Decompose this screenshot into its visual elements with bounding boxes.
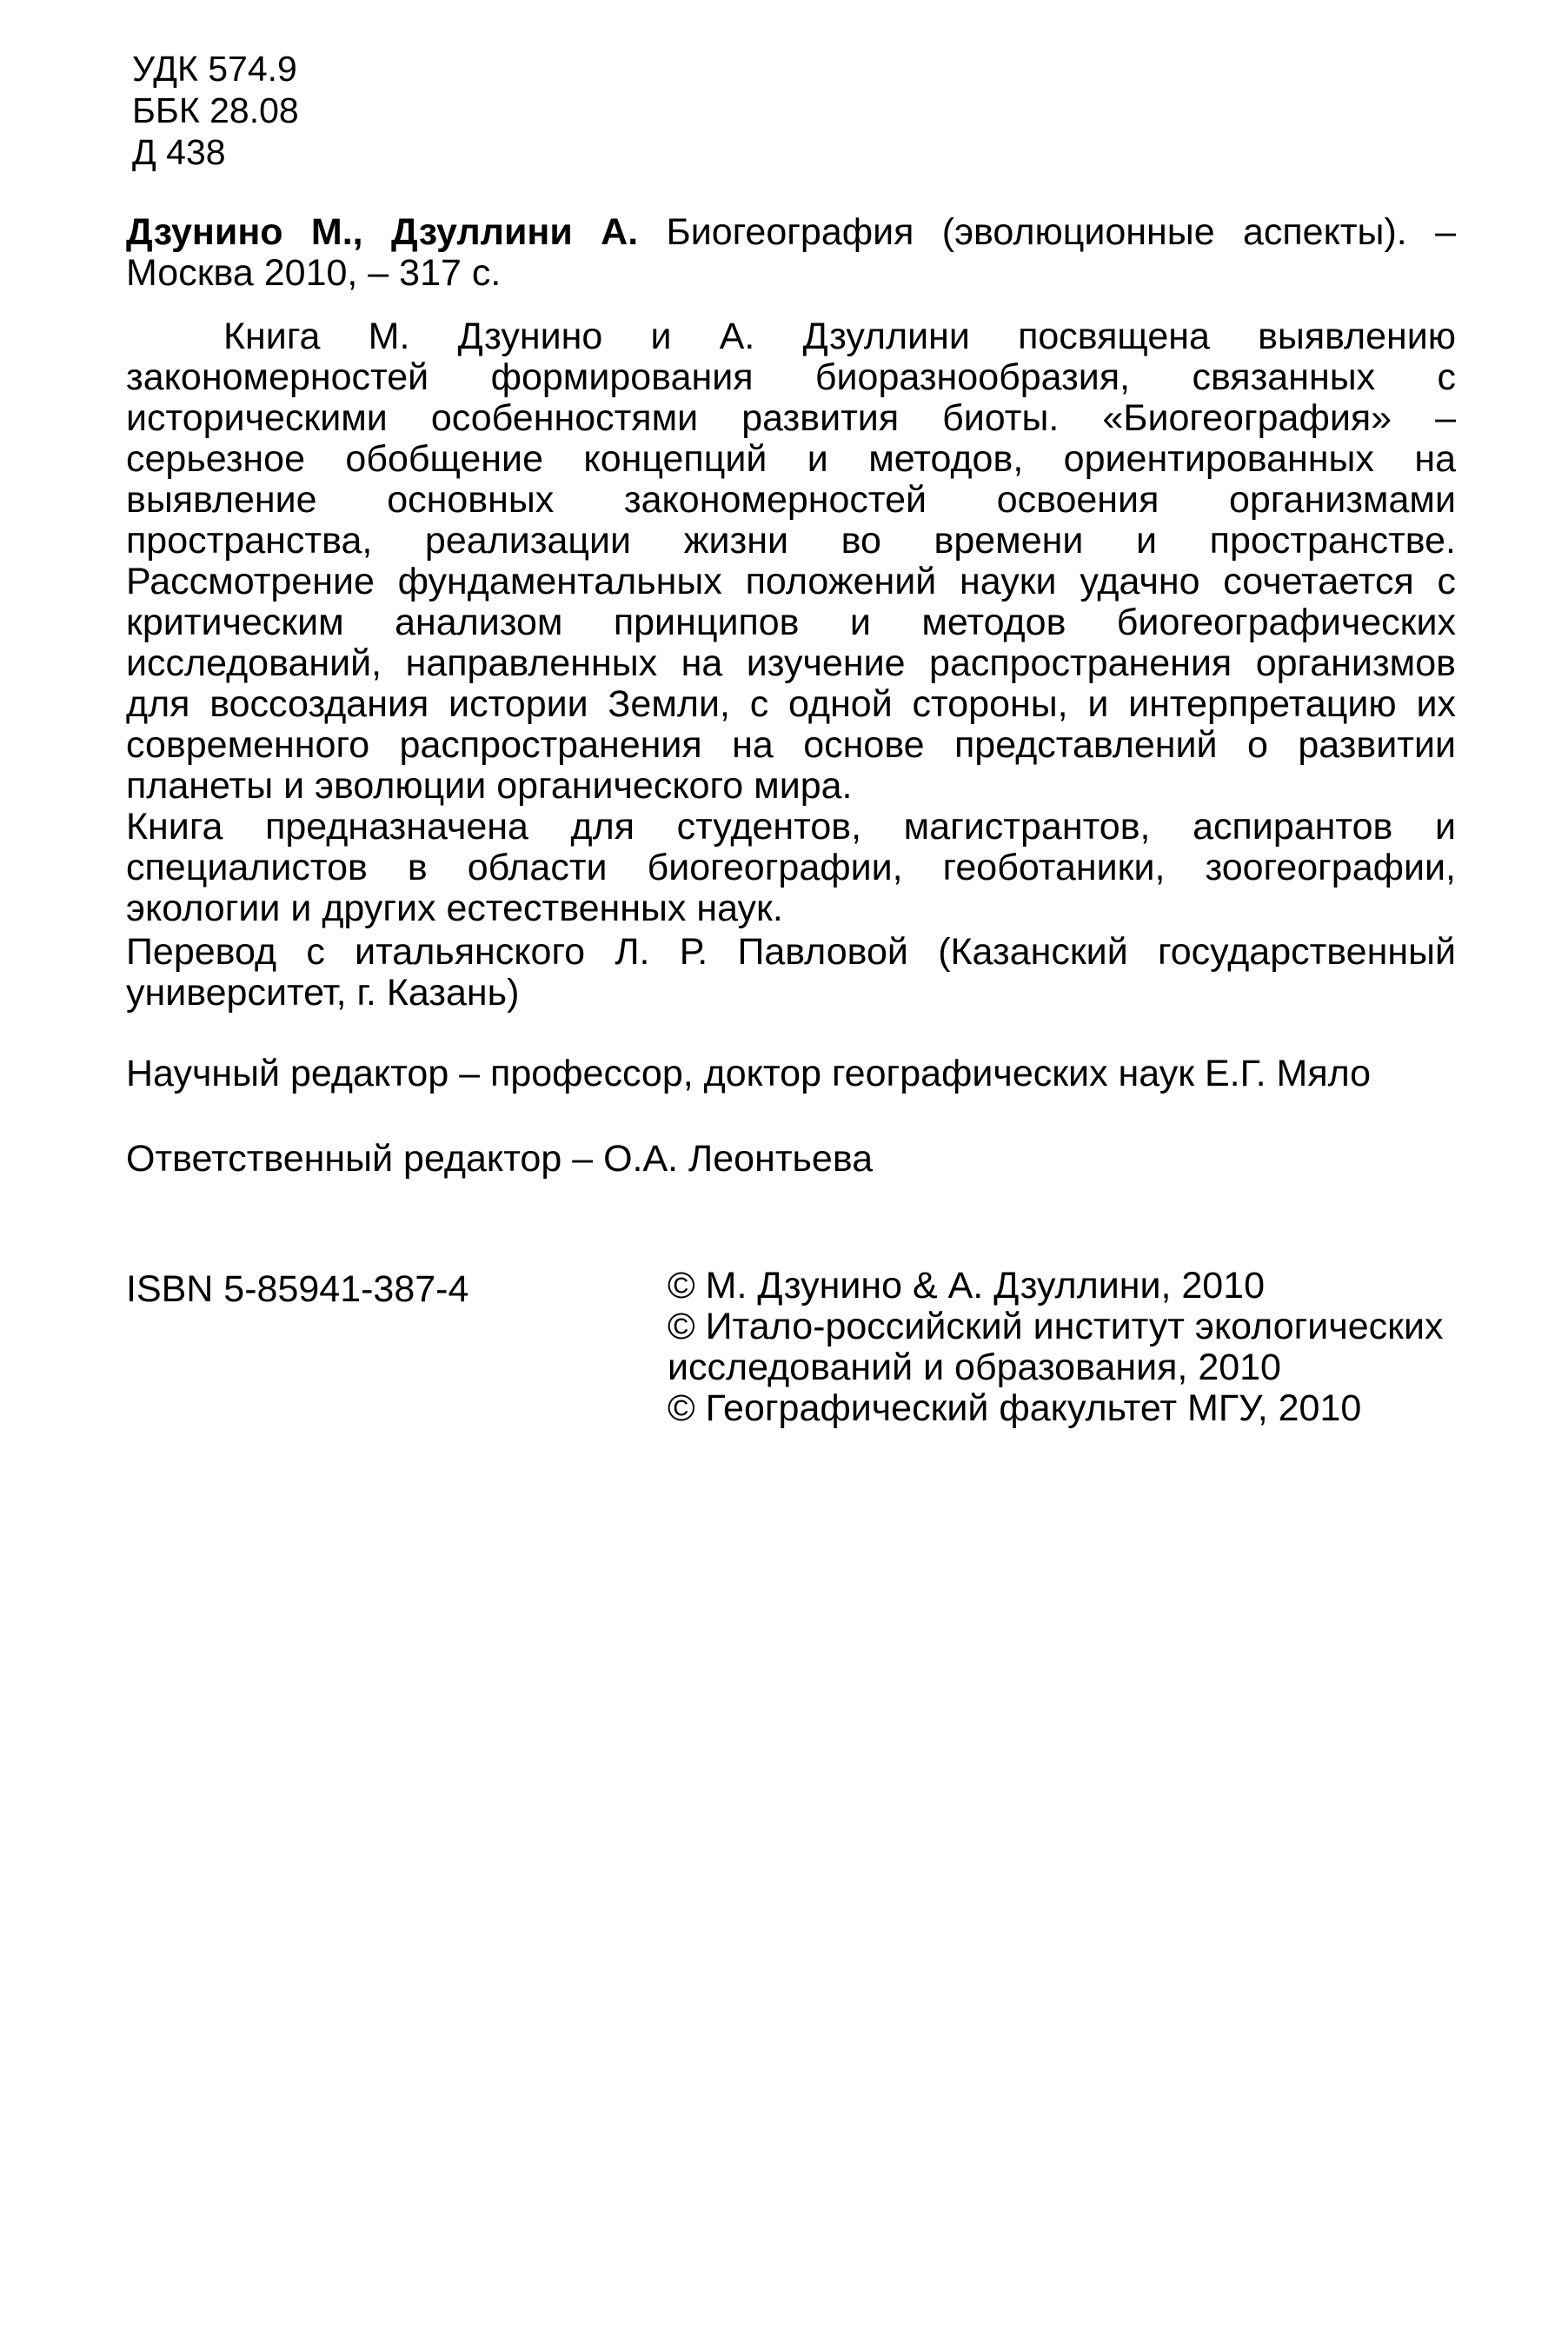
scientific-editor-credit: Научный редактор – профессор, доктор географических наук Е.Г. Мяло — [126, 1053, 1372, 1094]
bibliographic-citation — [126, 212, 1456, 294]
copyright-line: исследований и образования, 2010 — [668, 1347, 1281, 1388]
responsible-editor-credit: Ответственный редактор – О.А. Леонтьева — [126, 1138, 874, 1180]
classification-codes — [132, 48, 299, 173]
translation-credit: Перевод с итальянского Л. Р. Павловой (Казанский государственный университет, г. Казань) — [126, 931, 1456, 1014]
annotation-paragraph-1: Книга М. Дзунино и А. Дзуллини посвящена выявлению закономерностей формирования биоразнообразия, связанных с историческими особенностями развития биоты. «Биогеография» – серьезное обобщение концепций и методов, ориентированных на выявление основных закономерностей освоения организмами пространства, реализации жизни во времени и пространстве. Рассмотрение фундаментальных положений науки удачно сочетается с критическим анализом принципов и методов биогеографических исследований, направленных на изучение распространения организмов для воссоздания истории Земли, с одной стороны, и интерпретацию их современного распространения на основе представлений о развитии планеты и эволюции органического мира. — [126, 316, 1456, 807]
citation-authors: Дзунино М., Дзуллини А. — [126, 211, 639, 253]
udk-code: УДК 574.9 — [132, 49, 297, 89]
copyright-line: © М. Дзунино & А. Дзуллини, 2010 — [668, 1265, 1266, 1307]
author-mark: Д 438 — [132, 132, 226, 172]
copyright-line: © Итало-российский институт экологических — [668, 1306, 1444, 1347]
annotation-paragraph-2: Книга предназначена для студентов, магистрантов, аспирантов и специалистов в области биогеографии, геоботаники, зоогеографии, экологии и других естественных наук. — [126, 806, 1456, 929]
citation-title: Биогеография (эволюционные аспекты). – Москва 2010, – 317 с. — [126, 211, 1456, 294]
bbk-code: ББК 28.08 — [132, 90, 299, 130]
annotation — [126, 316, 1456, 929]
copyright-notices — [668, 1266, 1467, 1429]
copyright-line: © Географический факультет МГУ, 2010 — [668, 1387, 1362, 1429]
isbn: ISBN 5-85941-387-4 — [126, 1268, 469, 1310]
